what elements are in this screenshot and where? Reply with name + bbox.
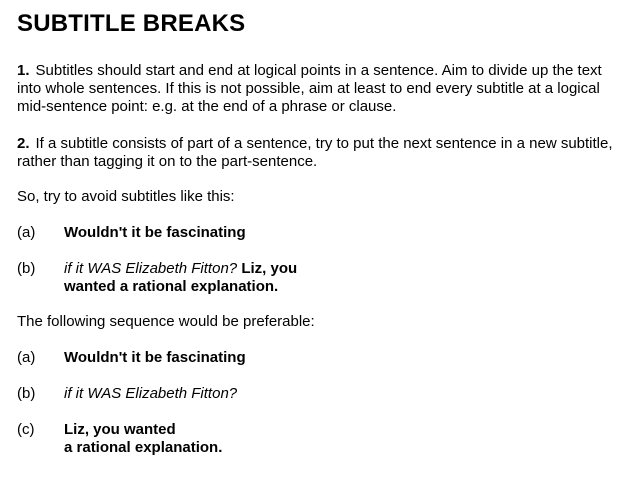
good-example-c bbox=[17, 421, 617, 457]
document-page bbox=[17, 10, 617, 457]
bad-example-a-text: Wouldn't it be fascinating bbox=[64, 224, 246, 241]
guideline-2 bbox=[17, 135, 617, 171]
good-example-c-body bbox=[64, 421, 617, 457]
guideline-1-number: 1. bbox=[17, 62, 30, 79]
guideline-2-text: If a subtitle consists of part of a sentence, try to put the next sentence in a new subtitle, rather than tagging it on to the part-sentence. bbox=[17, 135, 613, 170]
bad-example-b-letter: (b) bbox=[17, 260, 36, 277]
good-example-c-line1: Liz, you wanted bbox=[64, 421, 176, 438]
good-example-c-line2: a rational explanation. bbox=[64, 439, 223, 456]
avoid-intro: So, try to avoid subtitles like this: bbox=[17, 188, 235, 205]
good-example-b-letter: (b) bbox=[17, 385, 36, 402]
good-example-a-letter: (a) bbox=[17, 349, 36, 366]
guideline-1 bbox=[17, 62, 617, 116]
good-example-a bbox=[17, 349, 617, 367]
good-example-b bbox=[17, 385, 617, 403]
bad-example-b-body bbox=[64, 260, 617, 296]
bad-example-b-bold-line2: wanted a rational explanation. bbox=[64, 278, 279, 295]
guideline-2-number: 2. bbox=[17, 135, 30, 152]
bad-example-a-letter: (a) bbox=[17, 224, 36, 241]
good-example-c-letter: (c) bbox=[17, 421, 35, 438]
bad-example-b-bold-line1: Liz, you bbox=[241, 260, 298, 277]
bad-example-a bbox=[17, 224, 617, 242]
bad-example-b-italic: if it WAS Elizabeth Fitton? bbox=[64, 260, 238, 277]
page-title: SUBTITLE BREAKS bbox=[17, 10, 246, 37]
good-example-a-text: Wouldn't it be fascinating bbox=[64, 349, 246, 366]
good-example-b-text: if it WAS Elizabeth Fitton? bbox=[64, 385, 238, 402]
bad-example-b bbox=[17, 260, 617, 296]
guideline-1-text: Subtitles should start and end at logical points in a sentence. Aim to divide up the text into whole sentences. If this is not possible, aim at least to end every subtitle at a logical mid-sentence point: e.g. at the end of a phrase or clause. bbox=[17, 62, 602, 115]
preferred-intro: The following sequence would be preferable: bbox=[17, 313, 315, 330]
